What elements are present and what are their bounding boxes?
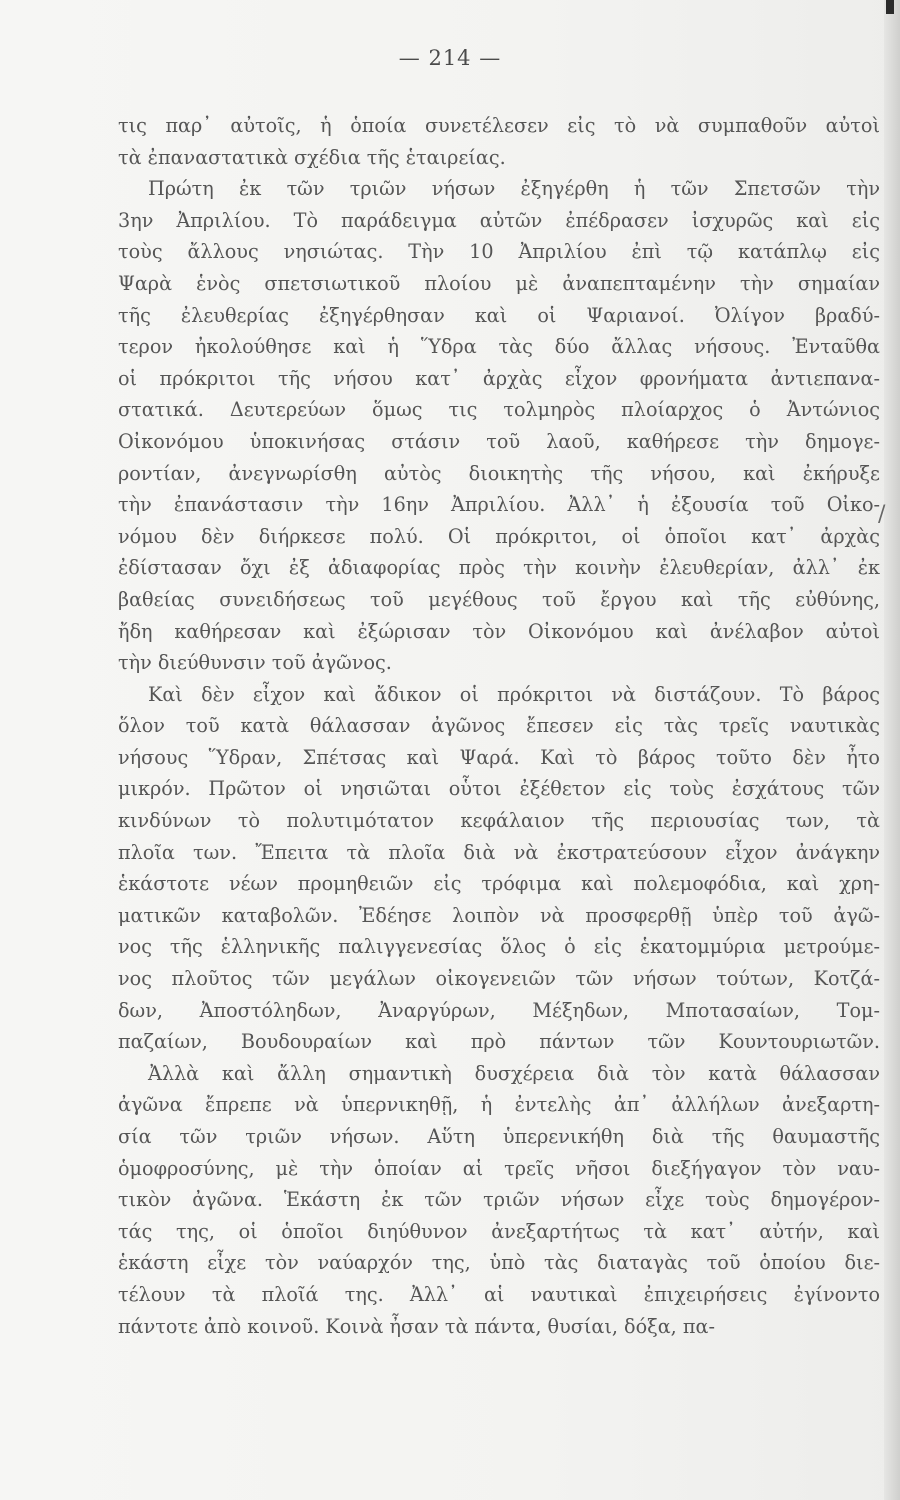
text-line: νήσους Ὕδραν, Σπέτσας καὶ Ψαρά. Καὶ τὸ βάρος τοῦτο δὲν ἦτο (118, 745, 880, 769)
text-line: ροντίαν, ἀνεγνωρίσθη αὐτὸς διοικητὴς τῆς νήσου, καὶ ἐκήρυξε (118, 461, 880, 485)
text-line: τις παρ᾽ αὐτοῖς, ἡ ὁποία συνετέλεσεν εἰς τὸ νὰ συμπαθοῦν αὐτοὶ (118, 114, 880, 137)
text-line: ματικῶν καταβολῶν. Ἐδέησε λοιπὸν νὰ προσφερθῇ ὑπὲρ τοῦ ἀγῶ- (118, 903, 880, 927)
margin-mark: / (878, 502, 886, 527)
text-line: τικὸν ἀγῶνα. Ἑκάστη ἐκ τῶν τριῶν νήσων εἶχε τοὺς δημογέρον- (118, 1188, 880, 1212)
text-line: οἱ πρόκριτοι τῆς νήσου κατ᾽ ἀρχὰς εἶχον φρονήματα ἀντιεπανα- (118, 366, 880, 390)
text-line: σία τῶν τριῶν νήσων. Αὕτη ὑπερενικήθη διὰ τῆς θαυμαστῆς (118, 1125, 880, 1148)
text-line: νος τῆς ἑλληνικῆς παλιγγενεσίας ὅλος ὁ εἰς ἑκατομμύρια μετρούμε- (118, 935, 880, 959)
text-line: ἑκάστη εἶχε τὸν ναύαρχόν της, ὑπὸ τὰς διαταγὰς τοῦ ὁποίου διε- (118, 1251, 880, 1275)
text-line: τάς της, οἱ ὁποῖοι διηύθυνον ἀνεξαρτήτως τὰ κατ᾽ αὐτήν, καὶ (118, 1219, 880, 1243)
page-number: — 214 — (398, 46, 502, 70)
text-line: κινδύνων τὸ πολυτιμότατον κεφάλαιον τῆς περιουσίας των, τὰ (118, 809, 880, 833)
text-line: Ψαρὰ ἑνὸς σπετσιωτικοῦ πλοίου μὲ ἀναπεπταμένην τὴν σημαίαν (118, 271, 880, 295)
text-line: ἤδη καθήρεσαν καὶ ἐξώρισαν τὸν Οἰκονόμου καὶ ἀνέλαβον αὐτοὶ (118, 619, 880, 643)
text-line: τὴν ἐπανάστασιν τὴν 16ην Ἀπριλίου. Ἀλλ᾽ ἡ ἐξουσία τοῦ Οἰκο- (118, 493, 880, 517)
text-line: ἐδίστασαν ὄχι ἐξ ἀδιαφορίας πρὸς τὴν κοινὴν ἐλευθερίαν, ἀλλ᾽ ἐκ (118, 556, 880, 580)
text-line: ὅλον τοῦ κατὰ θάλασσαν ἀγῶνος ἔπεσεν εἰς τὰς τρεῖς ναυτικὰς (118, 714, 880, 738)
text-line: ἀγῶνα ἔπρεπε νὰ ὑπερνικηθῇ, ἡ ἐντελὴς ἀπ᾽ ἀλλήλων ἀνεξαρτη- (118, 1093, 880, 1117)
text-line: παζαίων, Βουδουραίων καὶ πρὸ πάντων τῶν Κουντουριωτῶν. (118, 1030, 880, 1054)
text-line: βαθείας συνειδήσεως τοῦ μεγέθους τοῦ ἔργου καὶ τῆς εὐθύνης, (118, 587, 880, 611)
text-line: Καὶ δὲν εἶχον καὶ ἄδικον οἱ πρόκριτοι νὰ διστάζουν. Τὸ βάρος (148, 682, 880, 706)
text-line: στατικά. Δευτερεύων ὅμως τις τολμηρὸς πλοίαρχος ὁ Ἀντώνιος (118, 398, 880, 422)
text-line: δων, Ἀποστόληδων, Ἀναργύρων, Μέξηδων, Μποτασαίων, Τομ- (118, 998, 880, 1022)
text-line: Οἰκονόμου ὑποκινήσας στάσιν τοῦ λαοῦ, καθήρεσε τὴν δημογε- (118, 429, 880, 453)
text-line: τοὺς ἄλλους νησιώτας. Τὴν 10 Ἀπριλίου ἐπὶ τῷ κατάπλῳ εἰς (118, 240, 880, 264)
text-line: τερον ἠκολούθησε καὶ ἡ Ὕδρα τὰς δύο ἄλλας νήσους. Ἐνταῦθα (118, 335, 880, 359)
text-line: τῆς ἐλευθερίας ἐξηγέρθησαν καὶ οἱ Ψαριανοί. Ὀλίγον βραδύ- (118, 303, 880, 327)
page-edge-shadow (884, 0, 900, 1500)
text-line: τὰ ἐπαναστατικὰ σχέδια τῆς ἑταιρείας. (118, 145, 506, 169)
corner-mark (886, 0, 894, 14)
text-line: Ἀλλὰ καὶ ἄλλη σημαντικὴ δυσχέρεια διὰ τὸν κατὰ θάλασσαν (148, 1061, 880, 1085)
text-line: Πρώτη ἐκ τῶν τριῶν νήσων ἐξηγέρθη ἡ τῶν Σπετσῶν τὴν (148, 177, 880, 201)
text-line: πάντοτε ἀπὸ κοινοῦ. Κοινὰ ἦσαν τὰ πάντα, θυσίαι, δόξα, πα- (118, 1314, 715, 1338)
text-line: νος πλοῦτος τῶν μεγάλων οἰκογενειῶν τῶν νήσων τούτων, Κοτζά- (118, 967, 880, 991)
text-line: μικρόν. Πρῶτον οἱ νησιῶται οὗτοι ἐξέθετον εἰς τοὺς ἐσχάτους τῶν (118, 777, 880, 801)
text-line: νόμου δὲν διήρκεσε πολύ. Οἱ πρόκριτοι, οἱ ὁποῖοι κατ᾽ ἀρχὰς (118, 524, 880, 548)
body-text (118, 110, 880, 1342)
text-line: 3ην Ἀπριλίου. Τὸ παράδειγμα αὐτῶν ἐπέδρασεν ἰσχυρῶς καὶ εἰς (118, 208, 880, 232)
text-line: πλοῖα των. Ἔπειτα τὰ πλοῖα διὰ νὰ ἐκστρατεύσουν εἶχον ἀνάγκην (118, 840, 880, 864)
text-line: ὁμοφροσύνης, μὲ τὴν ὁποίαν αἱ τρεῖς νῆσοι διεξήγαγον τὸν ναυ- (118, 1156, 880, 1180)
text-line: τὴν διεύθυνσιν τοῦ ἀγῶνος. (118, 651, 392, 675)
text-line: ἑκάστοτε νέων προμηθειῶν εἰς τρόφιμα καὶ πολεμοφόδια, καὶ χρη- (118, 872, 880, 896)
text-line: τέλουν τὰ πλοῖά της. Ἀλλ᾽ αἱ ναυτικαὶ ἐπιχειρήσεις ἐγίνοντο (118, 1282, 880, 1306)
